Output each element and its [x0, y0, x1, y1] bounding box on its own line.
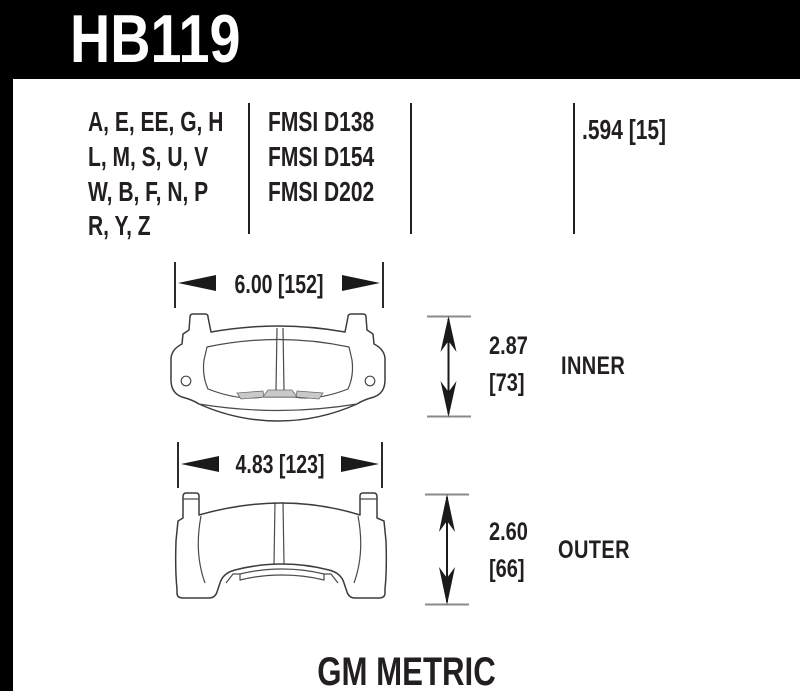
- compound-codes-line: A, E, EE, G, H: [88, 106, 224, 137]
- part-number: HB119: [70, 1, 241, 77]
- compound-codes-line: R, Y, Z: [88, 210, 151, 242]
- outer-pad-label: OUTER: [558, 536, 630, 564]
- inner-pad-drawing: [167, 304, 389, 424]
- column-divider: [248, 103, 250, 234]
- outer-pad-drawing: [174, 485, 388, 609]
- left-border-bar: [0, 0, 13, 691]
- column-divider: [410, 103, 412, 234]
- fmsi-line: FMSI D202: [268, 175, 375, 207]
- inner-height-value: [489, 328, 528, 401]
- pad-thickness-value: .594 [15]: [582, 114, 667, 145]
- inner-width-value: 6.00 [152]: [234, 269, 324, 299]
- outer-width-dimension: [177, 442, 383, 488]
- application-name: GM METRIC: [317, 650, 496, 694]
- inner-pad-label: INNER: [561, 352, 626, 380]
- outer-height-inches: 2.60: [489, 518, 528, 546]
- compound-codes-line: L, M, S, U, V: [88, 140, 209, 172]
- outer-height-dimension-arrow: [425, 493, 469, 606]
- outer-height-value: [489, 514, 528, 587]
- dimension-tick: [382, 262, 384, 308]
- compound-codes-list: [88, 105, 223, 244]
- dimension-tick: [174, 262, 176, 308]
- compound-codes-line: W, B, F, N, P: [88, 175, 209, 207]
- column-divider: [573, 103, 575, 234]
- inner-height-mm: [73]: [489, 368, 525, 397]
- fmsi-numbers-list: [268, 105, 374, 209]
- inner-height-dimension-arrow: [427, 315, 471, 418]
- fmsi-line: FMSI D138: [268, 106, 375, 137]
- outer-width-value: 4.83 [123]: [235, 449, 325, 479]
- dimension-tick: [381, 442, 383, 488]
- inner-height-inches: 2.87: [489, 332, 528, 360]
- dimension-tick: [177, 442, 179, 488]
- inner-width-dimension: [174, 262, 384, 308]
- outer-height-mm: [66]: [489, 554, 525, 583]
- fmsi-line: FMSI D154: [268, 140, 375, 172]
